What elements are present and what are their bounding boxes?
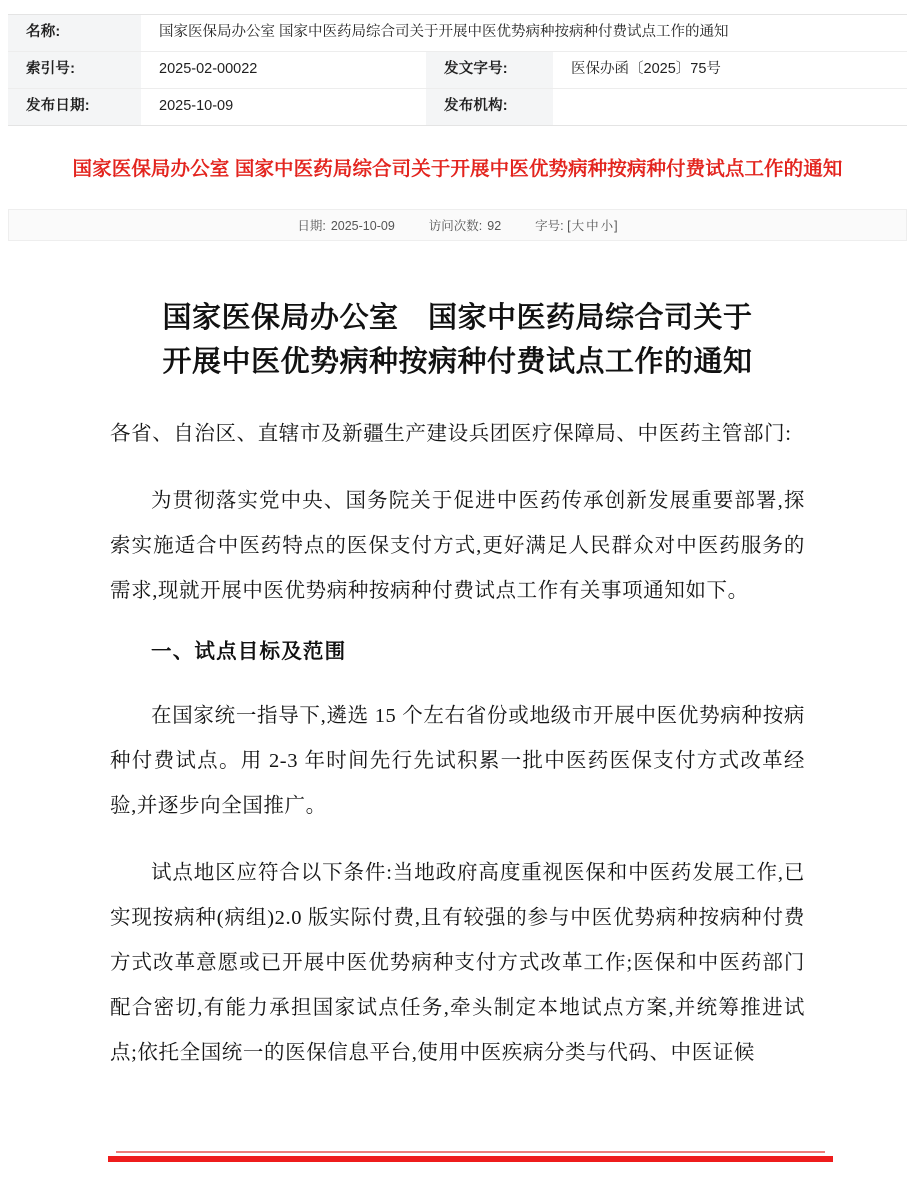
info-date-label: 日期: [297, 219, 326, 234]
font-size-large-button[interactable]: 大 [571, 219, 585, 234]
font-size-small-button[interactable]: 小 [600, 219, 614, 234]
paragraph-scope: 在国家统一指导下,遴选 15 个左右省份或地级市开展中医优势病种按病种付费试点。用 2-3 年时间先行先试积累一批中医药医保支付方式改革经验,并逐步向全国推广。 [110, 705, 805, 818]
meta-value-publish-date: 2025-10-09 [141, 89, 426, 126]
divider-thick-line [108, 1156, 833, 1162]
meta-label-index-number: 索引号: [8, 52, 141, 89]
document-info-bar [8, 209, 907, 241]
meta-label-publish-date: 发布日期: [8, 89, 141, 126]
metadata-table [8, 14, 907, 126]
document-title [110, 241, 805, 384]
document-title-line-2: 开展中医优势病种按病种付费试点工作的通知 [162, 345, 753, 378]
bracket-close: ] [614, 219, 618, 234]
table-row [8, 15, 907, 52]
document-title-line-1: 国家医保局办公室 国家中医药局综合司关于 [162, 302, 753, 335]
paragraph-conditions: 试点地区应符合以下条件:当地政府高度重视医保和中医药发展工作,已实现按病种(病组)2.0 版实际付费,且有较强的参与中医优势病种按病种付费方式改革意愿或已开展中医优势病种支付方式改革工作;医保和中医药部门配合密切,有能力承担国家试点任务,牵头制定本地试点方案,并统筹推进试点;依托全国统一的医保信息平台,使用中医疾病分类与代码、中医证候 [110, 862, 805, 1065]
table-row [8, 52, 907, 89]
info-views-value: 92 [487, 219, 502, 234]
table-row [8, 89, 907, 126]
meta-value-index-number: 2025-02-00022 [141, 52, 426, 89]
meta-label-name: 名称: [8, 15, 141, 52]
article-body [0, 241, 915, 1076]
bracket-open: [ [567, 219, 571, 234]
info-date [297, 216, 394, 234]
page-title: 国家医保局办公室 国家中医药局综合司关于开展中医优势病种按病种付费试点工作的通知 [72, 158, 843, 180]
info-date-value: 2025-10-09 [330, 219, 395, 234]
meta-label-publish-org: 发布机构: [426, 89, 553, 126]
info-views [429, 216, 501, 234]
divider-thin-line [116, 1151, 825, 1153]
paragraph-preamble: 为贯彻落实党中央、国务院关于促进中医药传承创新发展重要部署,探索实施适合中医药特点的医保支付方式,更好满足人民群众对中医药服务的需求,现就开展中医优势病种按病种付费试点工作有关事项通知如下。 [110, 490, 805, 603]
info-views-label: 访问次数: [428, 219, 483, 234]
meta-value-publish-org [553, 89, 907, 126]
font-size-label: 字号: [535, 219, 564, 234]
section-heading-1: 一、试点目标及范围 [151, 640, 347, 664]
font-size-switcher [535, 216, 617, 234]
font-size-medium-button[interactable]: 中 [586, 219, 599, 234]
bottom-divider [0, 1151, 915, 1165]
meta-value-document-number: 医保办函〔2025〕75号 [553, 52, 907, 89]
paragraph-addressee: 各省、自治区、直辖市及新疆生产建设兵团医疗保障局、中医药主管部门: [110, 423, 792, 446]
metadata-section [0, 0, 915, 126]
meta-label-document-number: 发文字号: [426, 52, 553, 89]
meta-value-name: 国家医保局办公室 国家中医药局综合司关于开展中医优势病种按病种付费试点工作的通知 [141, 15, 907, 52]
